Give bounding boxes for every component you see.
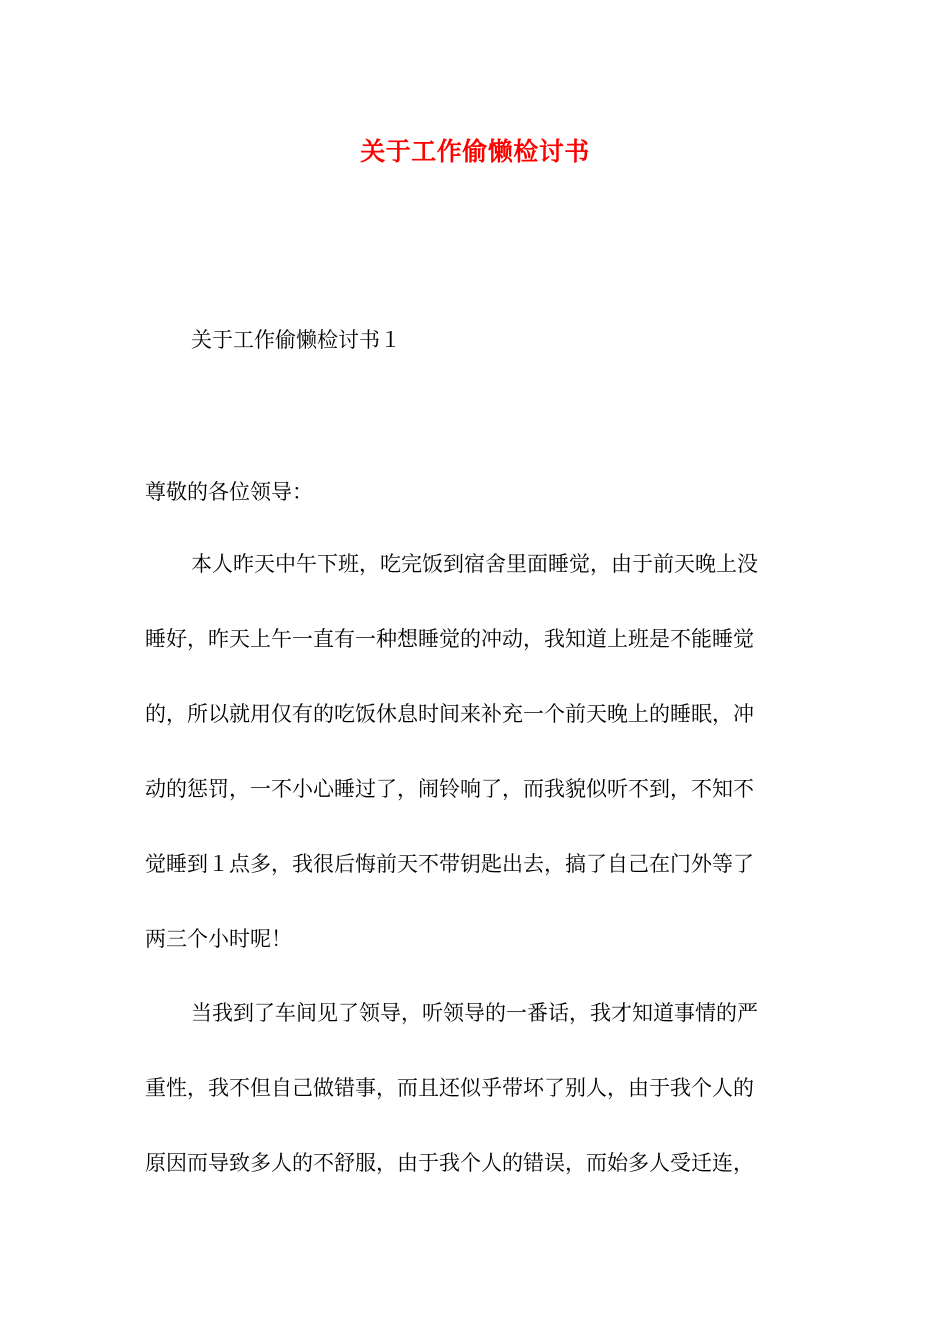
paragraph-1-line: 的，所以就用仅有的吃饭休息时间来补充一个前天晚上的睡眠，冲 [145, 702, 754, 726]
salutation: 尊敬的各位领导： [145, 480, 313, 504]
document-subtitle: 关于工作偷懒检讨书１ [191, 328, 401, 352]
paragraph-1-line: 动的惩罚，一不小心睡过了，闹铃响了，而我貌似听不到，不知不 [145, 777, 754, 801]
paragraph-2-line: 原因而导致多人的不舒服，由于我个人的错误，而始多人受迁连， [145, 1151, 754, 1175]
paragraph-1-line: 两三个小时呢！ [145, 927, 292, 951]
document-title: 关于工作偷懒检讨书 [360, 137, 590, 166]
paragraph-1-line: 觉睡到１点多，我很后悔前天不带钥匙出去，搞了自己在门外等了 [145, 852, 754, 876]
paragraph-1-line: 睡好，昨天上午一直有一种想睡觉的冲动，我知道上班是不能睡觉 [145, 627, 754, 651]
paragraph-1-line: 本人昨天中午下班，吃完饭到宿舍里面睡觉，由于前天晚上没 [191, 552, 758, 576]
paragraph-2-line: 当我到了车间见了领导，听领导的一番话，我才知道事情的严 [191, 1001, 758, 1025]
paragraph-2-line: 重性，我不但自己做错事，而且还似乎带坏了别人，由于我个人的 [145, 1076, 754, 1100]
